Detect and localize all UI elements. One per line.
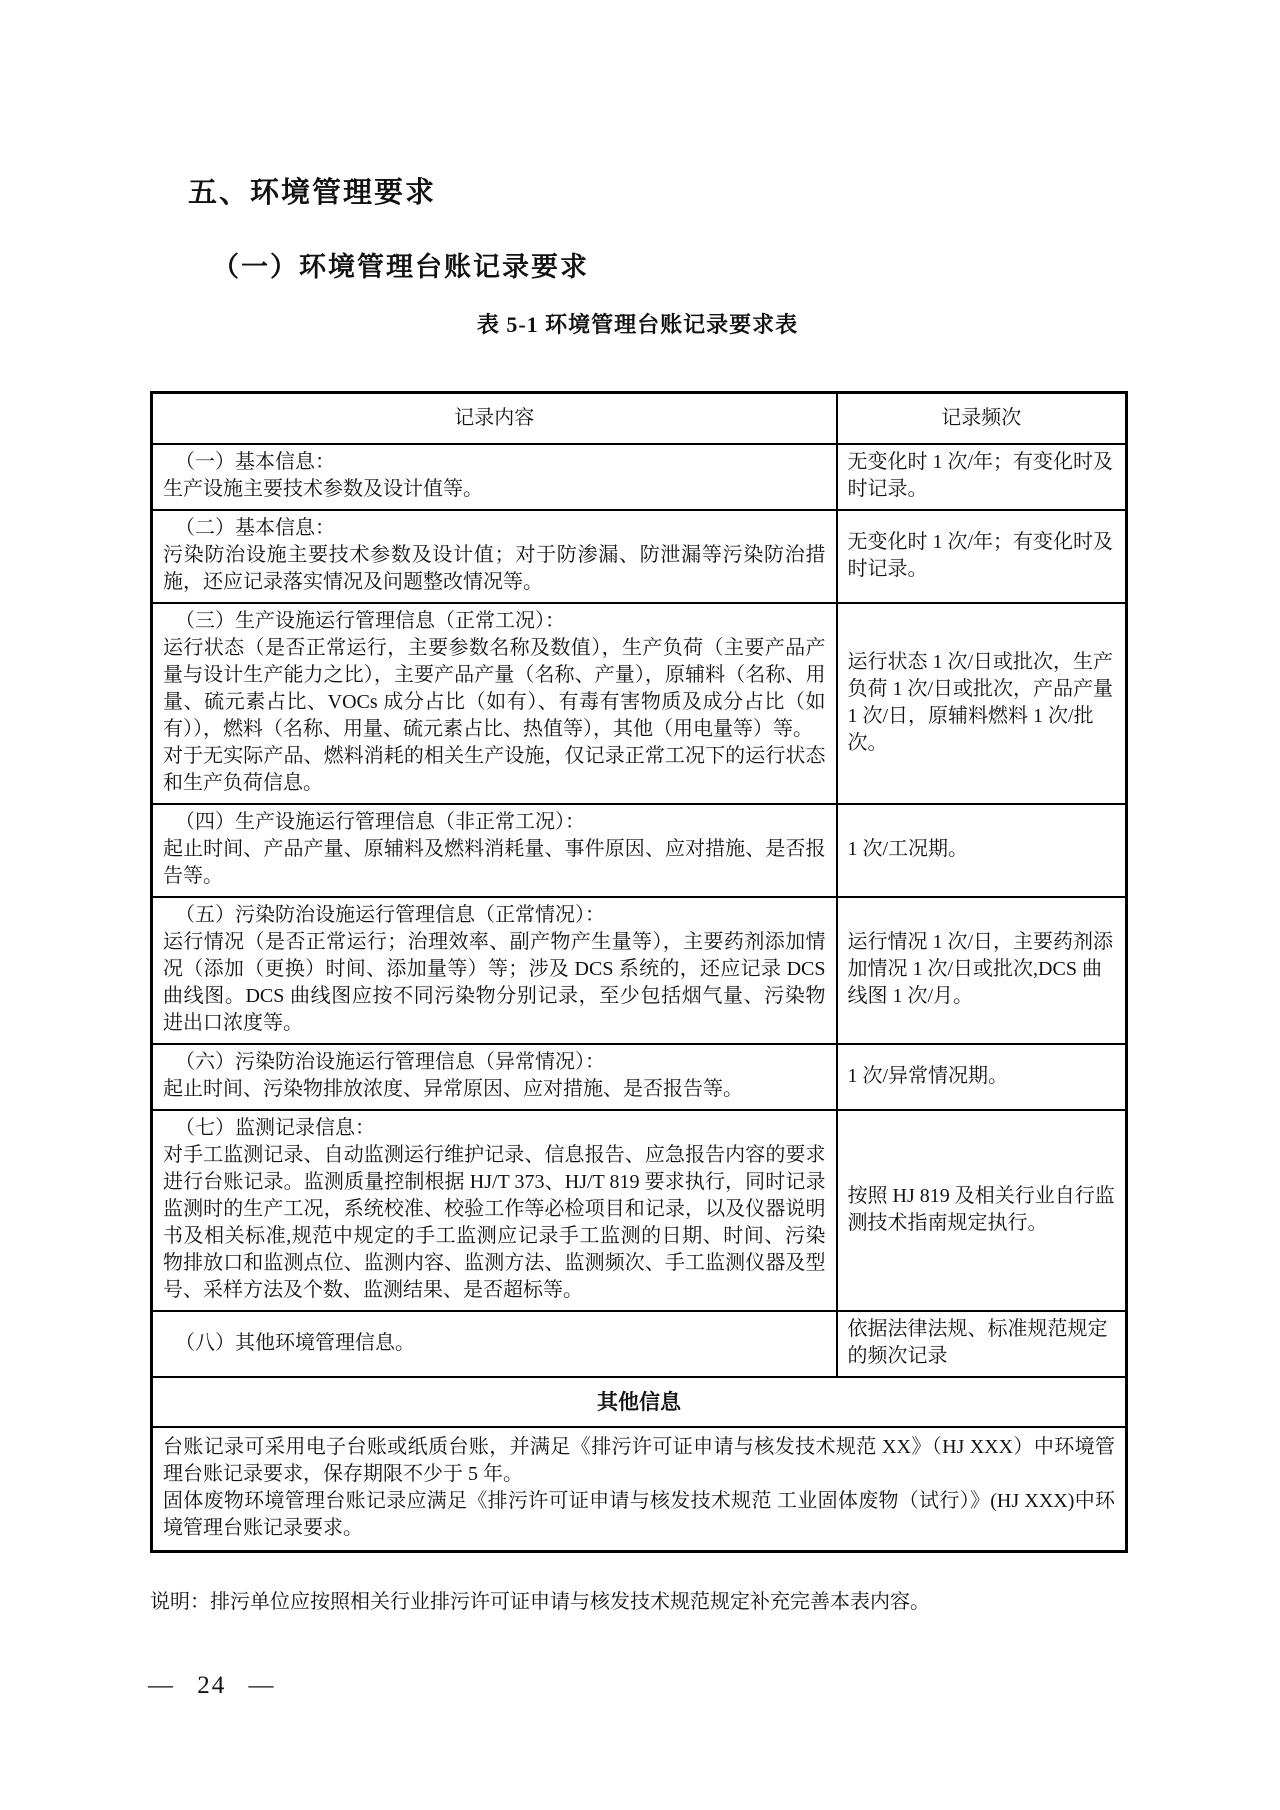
- table-caption: 表 5-1 环境管理台账记录要求表: [476, 312, 799, 337]
- table-row: [152, 1044, 1127, 1110]
- record-frequency-cell: 无变化时 1 次/年；有变化时及时记录。: [837, 510, 1127, 603]
- column-header-record-frequency: 记录频次: [837, 393, 1127, 445]
- ledger-requirements-table: [150, 391, 1128, 1553]
- record-frequency-cell: 运行情况 1 次/日，主要药剂添加情况 1 次/日或批次,DCS 曲线图 1 次/月。: [837, 897, 1127, 1044]
- record-body-paragraph: 污染防治设施主要技术参数及设计值；对于防渗漏、防泄漏等污染防治措施，还应记录落实情况及问题整改情况等。: [163, 544, 826, 593]
- record-content-cell: [152, 897, 837, 1044]
- other-info-line: 台账记录可采用电子台账或纸质台账，并满足《排污许可证申请与核发技术规范 XX》（HJ XXX）中环境管理台账记录要求，保存期限不少于 5 年。: [163, 1436, 1115, 1485]
- record-frequency-cell: 按照 HJ 819 及相关行业自行监测技术指南规定执行。: [837, 1110, 1127, 1311]
- record-frequency-cell: 1 次/异常情况期。: [837, 1044, 1127, 1110]
- table-body: [152, 444, 1127, 1377]
- record-title: （二）基本信息：: [175, 517, 335, 539]
- table-row: [152, 444, 1127, 510]
- table-row: [152, 897, 1127, 1044]
- record-frequency-cell: 运行状态 1 次/日或批次，生产负荷 1 次/日或批次，产品产量 1 次/日，原辅料燃料 1 次/批次。: [837, 603, 1127, 804]
- record-body-paragraph: 运行状态（是否正常运行，主要参数名称及数值），生产负荷（主要产品产量与设计生产能力之比），主要产品产量（名称、产量），原辅料（名称、用量、硫元素占比、VOCs 成分占比（如有）、有毒有害物质及成分占比（如有）），燃料（名称、用量、硫元素占比、热值等），其他（用电量等）等。: [163, 637, 826, 740]
- other-info-cell: [152, 1427, 1127, 1552]
- table-row: [152, 1110, 1127, 1311]
- record-title: （七）监测记录信息：: [175, 1117, 375, 1139]
- table-row: [152, 1311, 1127, 1377]
- column-header-record-content: 记录内容: [152, 393, 837, 445]
- record-title: （六）污染防治设施运行管理信息（异常情况）：: [175, 1051, 605, 1073]
- record-content-cell: [152, 1311, 837, 1377]
- record-content-cell: [152, 510, 837, 603]
- record-body-paragraph: 起止时间、产品产量、原辅料及燃料消耗量、事件原因、应对措施、是否报告等。: [163, 838, 826, 887]
- record-title: （一）基本信息：: [175, 451, 335, 473]
- other-info-line: 固体废物环境管理台账记录应满足《排污许可证申请与核发技术规范 工业固体废物（试行）》(HJ XXX)中环境管理台账记录要求。: [163, 1490, 1115, 1539]
- other-info-header: 其他信息: [152, 1377, 1127, 1427]
- table-row: [152, 603, 1127, 804]
- record-content-cell: [152, 603, 837, 804]
- record-content-cell: [152, 1044, 837, 1110]
- table-row: [152, 804, 1127, 897]
- record-title: （五）污染防治设施运行管理信息（正常情况）：: [175, 904, 605, 926]
- other-info-section: [152, 1377, 1127, 1552]
- section-heading: 五、环境管理要求: [188, 177, 437, 209]
- record-frequency-cell: 无变化时 1 次/年；有变化时及时记录。: [837, 444, 1127, 510]
- record-frequency-cell: 依据法律法规、标准规范规定的频次记录: [837, 1311, 1127, 1377]
- record-body-paragraph: 对手工监测记录、自动监测运行维护记录、信息报告、应急报告内容的要求进行台账记录。监测质量控制根据 HJ/T 373、HJ/T 819 要求执行，同时记录监测时的生产工况，系统校准、校验工作等必检项目和记录，以及仪器说明书及相关标准,规范中规定的手工监测应记录手工监测的日期、时间、污染物排放口和监测点位、监测内容、监测方法、监测频次、手工监测仪器及型号、采样方法及个数、监测结果、是否超标等。: [163, 1144, 826, 1301]
- table-row: [152, 510, 1127, 603]
- record-frequency-cell: 1 次/工况期。: [837, 804, 1127, 897]
- record-title: （四）生产设施运行管理信息（非正常工况）：: [175, 811, 585, 833]
- table-header-row: [152, 393, 1127, 445]
- record-content-cell: [152, 1110, 837, 1311]
- page-number: [148, 1672, 276, 1700]
- record-content-cell: [152, 804, 837, 897]
- record-body-paragraph: 生产设施主要技术参数及设计值等。: [163, 478, 483, 500]
- table-note: 说明：排污单位应按照相关行业排污许可证申请与核发技术规范规定补充完善本表内容。: [150, 1591, 930, 1613]
- record-title: （三）生产设施运行管理信息（正常工况）：: [175, 610, 565, 632]
- record-title: （八）其他环境管理信息。: [175, 1331, 415, 1354]
- record-content-cell: [152, 444, 837, 510]
- record-body-paragraph: 运行情况（是否正常运行；治理效率、副产物产生量等），主要药剂添加情况（添加（更换）时间、添加量等）等；涉及 DCS 系统的，还应记录 DCS 曲线图。DCS 曲线图应按不同污染物分别记录，至少包括烟气量、污染物进出口浓度等。: [163, 931, 826, 1034]
- record-body-paragraph: 起止时间、污染物排放浓度、异常原因、应对措施、是否报告等。: [163, 1078, 743, 1100]
- subsection-heading: （一）环境管理台账记录要求: [212, 252, 589, 282]
- page-number-text: — 24 —: [148, 1672, 276, 1699]
- record-body-paragraph: 对于无实际产品、燃料消耗的相关生产设施，仅记录正常工况下的运行状态和生产负荷信息。: [163, 745, 826, 794]
